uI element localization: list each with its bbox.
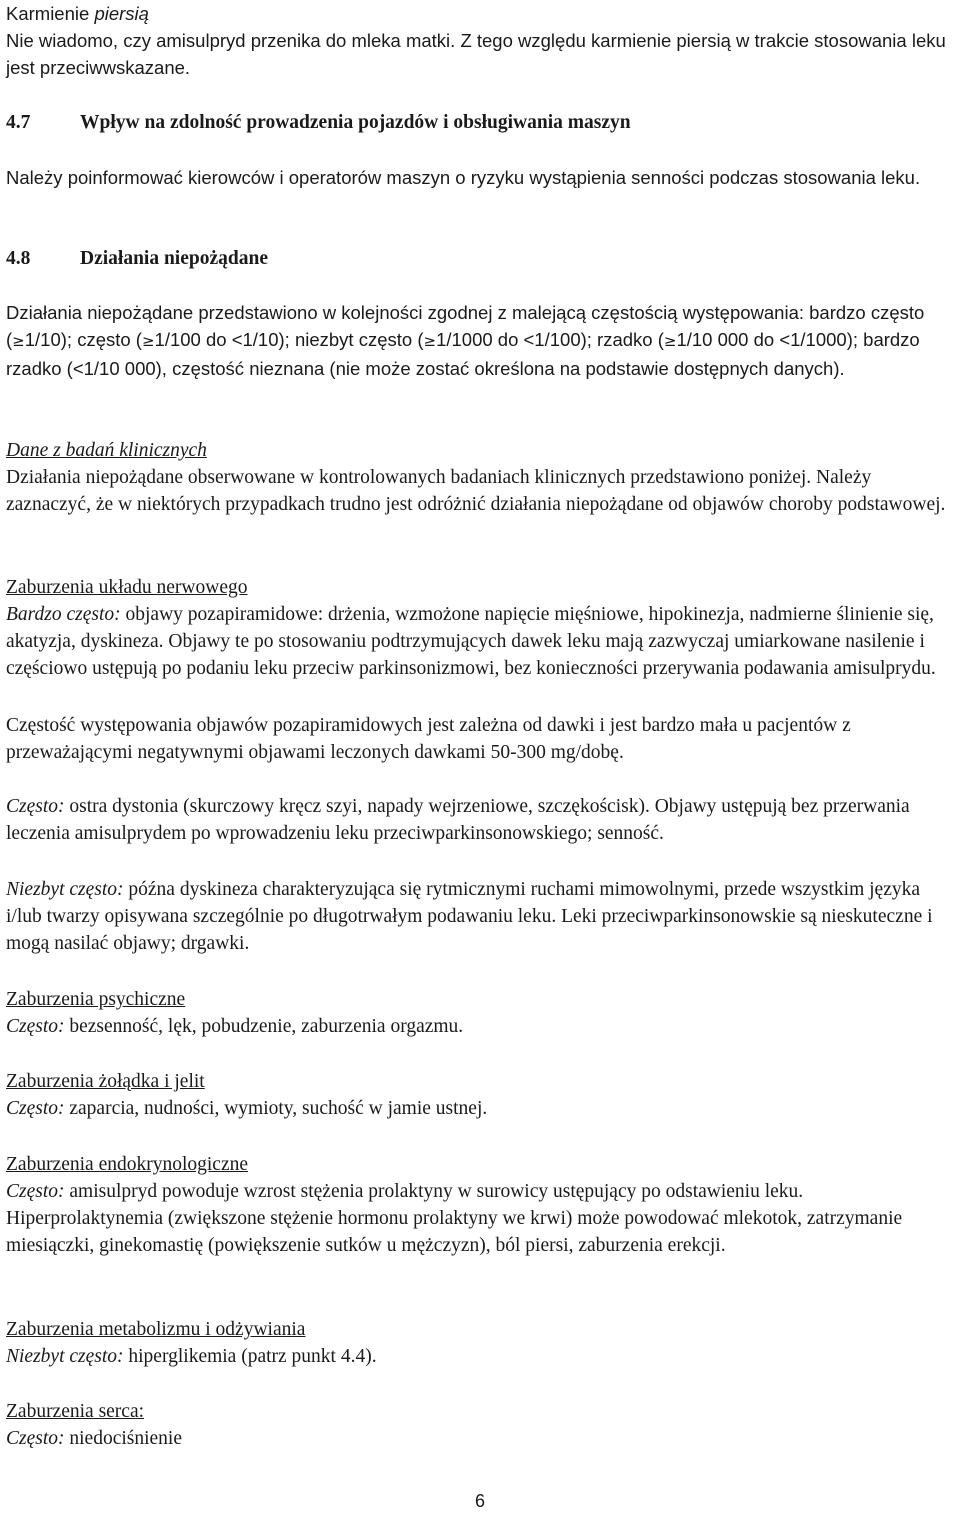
metabolism-heading: Zaburzenia metabolizmu i odżywiania [6,1319,306,1340]
endocrine-common: Często: amisulpryd powoduje wzrost stężenia prolaktyny w surowicy ustępujący po odstawieniu leku. Hiperprolaktynemia (zwiększone stężenie hormonu prolaktyny we krwi) może powodować mlekotok, zatrzymanie miesiączki, ginekomastię (powiększenie sutków u mężczyzn), ból piersi, zaburzenia erekcji. [6,1181,903,1256]
nervous-very-common: Bardzo często: objawy pozapiramidowe: drżenia, wzmożone napięcie mięśniowe, hipokinezja, nadmierne ślinienie się, akatyzja, dyskineza. Objawy te po stosowaniu podtrzymujących dawek leku mają zazwyczaj umiarkowane nasilenie i częściowo ustępują po podaniu leku przeciw parkinsonizmowi, bez konieczności przerywania podawania amisulprydu. [6,604,936,679]
nervous-frequency-note: Częstość występowania objawów pozapiramidowych jest zależna od dawki i jest bardzo mała u pacjentów z przeważającymi negatywnymi objawami leczonych dawkami 50-300 mg/dobę. [6,715,851,763]
psychiatric-heading: Zaburzenia psychiczne [6,989,186,1010]
frequency-label: Często: [6,1181,65,1202]
breastfeeding-title [6,0,954,27]
psychiatric-common: Często: bezsenność, lęk, pobudzenie, zaburzenia orgazmu. [6,1016,464,1037]
geq-symbol: ≥ [663,332,677,350]
gastro-heading: Zaburzenia żołądka i jelit [6,1071,205,1092]
section-4-7-text: Należy poinformować kierowców i operatorów maszyn o ryzyku wystąpienia senności podczas stosowania leku. [6,167,921,188]
frequency-label: Często: [6,796,65,817]
clinical-data-heading: Dane z badań klinicznych [6,440,207,461]
frequency-label: Często: [6,1098,65,1119]
frequency-intro: Działania niepożądane przedstawiono w kolejności zgodnej z malejącą częstością występowania: bardzo często (≥1/10); często (≥1/100 do <1/10); niezbyt często (≥1/1000 do <1/100); rzadko (≥1/10 000 do <1/1000); bardzo rzadko (<1/10 000), częstość nieznana (nie może zostać określona na podstawie dostępnych danych). [6,302,925,379]
section-number: 4.7 [6,112,31,133]
geq-symbol: ≥ [141,332,155,350]
nervous-common: Często: ostra dystonia (skurczowy kręcz szyi, napady wejrzeniowe, szczękościsk). Objawy ustępują bez przerwania leczenia amisulprydem po wprowadzeniu leku przeciwparkinsonowskiego; senność. [6,796,910,844]
frequency-label: Niezbyt często: [6,879,124,900]
cardiac-heading: Zaburzenia serca: [6,1401,145,1422]
nervous-uncommon: Niezbyt często: późna dyskineza charakteryzująca się rytmicznymi ruchami mimowolnymi, przede wszystkim języka i/lub twarzy opisywana szczególnie po długotrwałym podawaniu leku. Leki przeciwparkinsonowskie są nieskuteczne i mogą nasilać objawy; drgawki. [6,879,933,954]
section-4-8-heading [6,245,954,272]
frequency-label: Niezbyt często: [6,1346,124,1367]
clinical-data-text: Działania niepożądane obserwowane w kontrolowanych badaniach klinicznych przedstawiono poniżej. Należy zaznaczyć, że w niektórych przypadkach trudno jest odróżnić działania niepożądane od objawów choroby podstawowej. [6,467,946,515]
breastfeeding-title-italic: piersią [94,3,149,24]
frequency-label: Bardzo często: [6,604,121,625]
endocrine-heading: Zaburzenia endokrynologiczne [6,1154,249,1175]
geq-symbol: ≥ [423,332,437,350]
section-title: Działania niepożądane [80,248,268,269]
breastfeeding-text: Nie wiadomo, czy amisulpryd przenika do mleka matki. Z tego względu karmienie piersią w trakcie stosowania leku jest przeciwwskazane. [6,30,946,78]
geq-symbol: ≥ [12,332,25,350]
section-4-7-heading [6,109,954,136]
nervous-system-heading: Zaburzenia układu nerwowego [6,577,248,598]
frequency-label: Często: [6,1428,65,1449]
section-title: Wpływ na zdolność prowadzenia pojazdów i obsługiwania maszyn [80,112,631,133]
metabolism-uncommon: Niezbyt często: hiperglikemia (patrz punkt 4.4). [6,1346,377,1367]
page-number: 6 [474,1491,485,1511]
cardiac-common: Często: niedociśnienie [6,1428,183,1449]
section-number: 4.8 [6,248,31,269]
frequency-label: Często: [6,1016,65,1037]
breastfeeding-title-text: Karmienie [6,3,95,24]
gastro-common: Często: zaparcia, nudności, wymioty, suchość w jamie ustnej. [6,1098,488,1119]
